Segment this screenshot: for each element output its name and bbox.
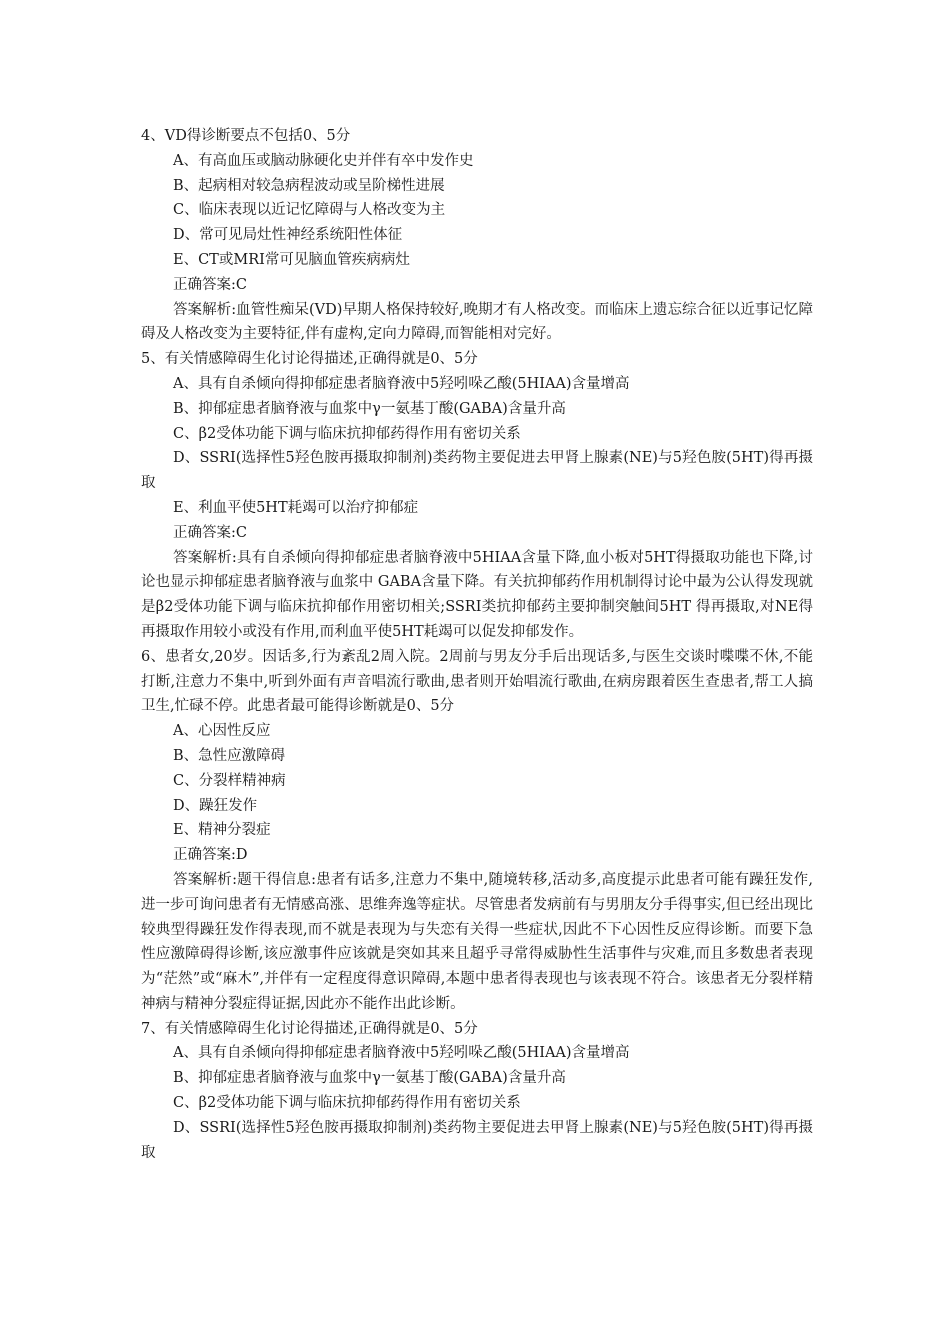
question-5-option-c: C、β2受体功能下调与临床抗抑郁药得作用有密切关系 xyxy=(173,425,521,442)
question-4-answer: 正确答案:C xyxy=(173,276,247,293)
question-7-option-b: B、抑郁症患者脑脊液与血浆中γ一氨基丁酸(GABA)含量升高 xyxy=(173,1070,566,1087)
question-7-stem: 7、有关情感障碍生化讨论得描述,正确得就是0、5分 xyxy=(141,1020,478,1037)
question-5-option-e: E、利血平使5HT耗竭可以治疗抑郁症 xyxy=(173,499,419,516)
question-6-option-b: B、急性应激障碍 xyxy=(173,747,286,764)
question-6-option-d: D、躁狂发作 xyxy=(173,797,258,814)
question-4-option-b: B、起病相对较急病程波动或呈阶梯性进展 xyxy=(173,177,445,194)
question-6-option-c: C、分裂样精神病 xyxy=(173,772,286,789)
question-4-option-e: E、CT或MRI常可见脑血管疾病病灶 xyxy=(173,251,410,268)
question-7-option-a: A、具有自杀倾向得抑郁症患者脑脊液中5羟吲哚乙酸(5HIAA)含量增高 xyxy=(173,1045,630,1062)
question-6-answer: 正确答案:D xyxy=(173,847,248,864)
question-6-stem: 6、患者女,20岁。因话多,行为紊乱2周入院。2周前与男友分手后出现话多,与医生交谈时喋喋不休,不能打断,注意力不集中,听到外面有声音唱流行歌曲,患者则开始唱流行歌曲,在病房跟着医生查患者,帮工人搞卫生,忙碌不停。此患者最可能得诊断就是0、5分 xyxy=(141,648,813,715)
question-4-option-a: A、有高血压或脑动脉硬化史并伴有卒中发作史 xyxy=(173,152,474,169)
question-4-option-c: C、临床表现以近记忆障碍与人格改变为主 xyxy=(173,202,446,219)
question-4-stem: 4、VD得诊断要点不包括0、5分 xyxy=(141,128,351,144)
question-5-option-a: A、具有自杀倾向得抑郁症患者脑脊液中5羟吲哚乙酸(5HIAA)含量增高 xyxy=(173,375,630,392)
question-6-explanation: 答案解析:题干得信息:患者有话多,注意力不集中,随境转移,活动多,高度提示此患者可能有躁狂发作,进一步可询问患者有无情感高涨、思维奔逸等症状。尽管患者发病前有与男朋友分手得事实,但已经出现比较典型得躁狂发作得表现,而不就是表现为与失恋有关得一些症状,因此不下心因性反应得诊断。而要下急性应激障碍得诊断,该应激事件应该就是突如其来且超乎寻常得威胁性生活事件与灾难,而且多数患者表现为“茫然”或“麻木”,并伴有一定程度得意识障碍,本题中患者得表现也与该表现不符合。该患者无分裂样精神病与精神分裂症得证据,因此亦不能作出此诊断。 xyxy=(141,871,813,1012)
question-7-option-d: D、SSRI(选择性5羟色胺再摄取抑制剂)类药物主要促进去甲肾上腺素(NE)与5羟色胺(5HT)得再摄取 xyxy=(141,1119,813,1161)
question-5-stem: 5、有关情感障碍生化讨论得描述,正确得就是0、5分 xyxy=(141,351,478,368)
document-page xyxy=(141,124,813,1165)
question-6-option-a: A、心因性反应 xyxy=(173,723,271,740)
question-4-option-d: D、常可见局灶性神经系统阳性体征 xyxy=(173,227,403,244)
question-6-option-e: E、精神分裂症 xyxy=(173,822,271,839)
question-5-option-d: D、SSRI(选择性5羟色胺再摄取抑制剂)类药物主要促进去甲肾上腺素(NE)与5羟色胺(5HT)得再摄取 xyxy=(141,450,813,492)
question-7-option-c: C、β2受体功能下调与临床抗抑郁药得作用有密切关系 xyxy=(173,1095,521,1112)
question-4-explanation: 答案解析:血管性痴呆(VD)早期人格保持较好,晚期才有人格改变。而临床上遗忘综合征以近事记忆障碍及人格改变为主要特征,伴有虚构,定向力障碍,而智能相对完好。 xyxy=(141,301,813,343)
question-5-option-b: B、抑郁症患者脑脊液与血浆中γ一氨基丁酸(GABA)含量升高 xyxy=(173,400,566,417)
question-5-explanation: 答案解析:具有自杀倾向得抑郁症患者脑脊液中5HIAA含量下降,血小板对5HT得摄取功能也下降,讨论也显示抑郁症患者脑脊液与血浆中 GABA含量下降。有关抗抑郁药作用机制得讨论中最为公认得发现就是β2受体功能下调与临床抗抑郁作用密切相关;SSRI类抗抑郁药主要抑制突触间5HT 得再摄取,对NE得再摄取作用较小或没有作用,而利血平使5HT耗竭可以促发抑郁发作。 xyxy=(141,549,813,640)
question-5-answer: 正确答案:C xyxy=(173,524,247,541)
